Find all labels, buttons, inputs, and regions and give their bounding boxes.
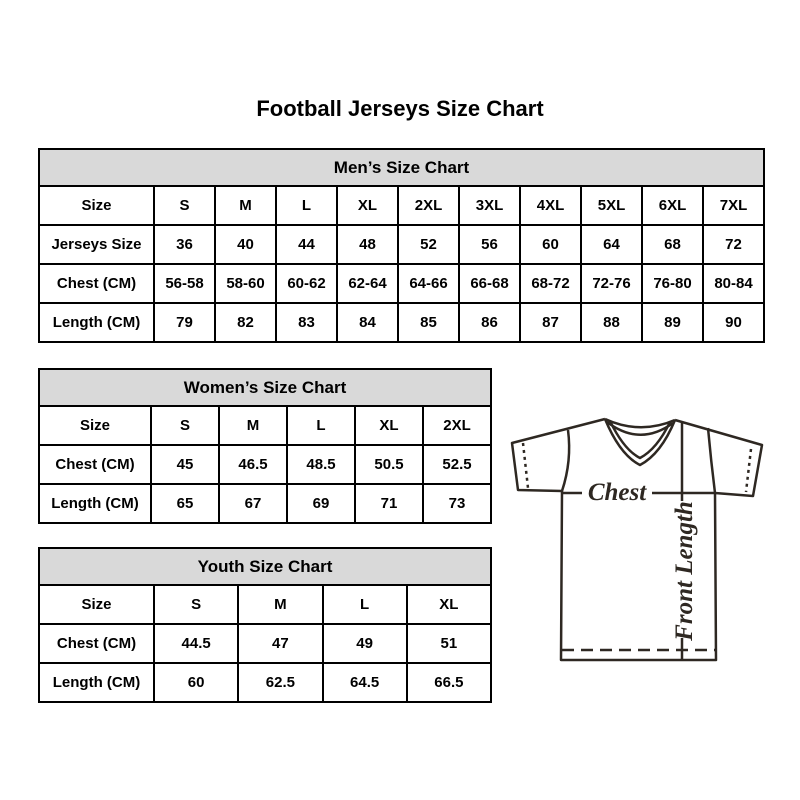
value-cell: S bbox=[154, 585, 238, 624]
youth-table-body bbox=[39, 585, 491, 702]
value-cell: 50.5 bbox=[355, 445, 423, 484]
table-row bbox=[39, 484, 491, 523]
value-cell: L bbox=[287, 406, 355, 445]
value-cell: 64-66 bbox=[398, 264, 459, 303]
table-row bbox=[39, 225, 764, 264]
front-length-label: Front Length bbox=[671, 501, 698, 641]
value-cell: 52 bbox=[398, 225, 459, 264]
value-cell: 83 bbox=[276, 303, 337, 342]
value-cell: XL bbox=[407, 585, 491, 624]
row-label-cell: Length (CM) bbox=[39, 303, 154, 342]
value-cell: 68-72 bbox=[520, 264, 581, 303]
value-cell: 88 bbox=[581, 303, 642, 342]
value-cell: 62-64 bbox=[337, 264, 398, 303]
value-cell: 86 bbox=[459, 303, 520, 342]
youth-table-header-row bbox=[39, 548, 491, 585]
table-row bbox=[39, 303, 764, 342]
value-cell: 46.5 bbox=[219, 445, 287, 484]
value-cell: 65 bbox=[151, 484, 219, 523]
value-cell: S bbox=[151, 406, 219, 445]
value-cell: 67 bbox=[219, 484, 287, 523]
value-cell: 72-76 bbox=[581, 264, 642, 303]
value-cell: XL bbox=[337, 186, 398, 225]
value-cell: 79 bbox=[154, 303, 215, 342]
page-title: Football Jerseys Size Chart bbox=[256, 96, 544, 121]
row-label-cell: Jerseys Size bbox=[39, 225, 154, 264]
chest-label: Chest bbox=[587, 479, 647, 506]
table-row bbox=[39, 585, 491, 624]
value-cell: 48.5 bbox=[287, 445, 355, 484]
value-cell: 71 bbox=[355, 484, 423, 523]
value-cell: 56-58 bbox=[154, 264, 215, 303]
row-label-cell: Chest (CM) bbox=[39, 264, 154, 303]
womens-size-table bbox=[38, 368, 492, 524]
table-row bbox=[39, 663, 491, 702]
value-cell: 44 bbox=[276, 225, 337, 264]
value-cell: M bbox=[238, 585, 322, 624]
row-label-cell: Length (CM) bbox=[39, 663, 154, 702]
value-cell: 85 bbox=[398, 303, 459, 342]
value-cell: 51 bbox=[407, 624, 491, 663]
table-row bbox=[39, 264, 764, 303]
value-cell: L bbox=[276, 186, 337, 225]
value-cell: L bbox=[323, 585, 407, 624]
value-cell: 5XL bbox=[581, 186, 642, 225]
value-cell: 2XL bbox=[398, 186, 459, 225]
youth-size-table bbox=[38, 547, 492, 703]
mens-table-header-row bbox=[39, 149, 764, 186]
row-label-cell: Chest (CM) bbox=[39, 624, 154, 663]
value-cell: 66.5 bbox=[407, 663, 491, 702]
table-row bbox=[39, 445, 491, 484]
value-cell: 49 bbox=[323, 624, 407, 663]
value-cell: 2XL bbox=[423, 406, 491, 445]
value-cell: 60-62 bbox=[276, 264, 337, 303]
value-cell: 84 bbox=[337, 303, 398, 342]
value-cell: 48 bbox=[337, 225, 398, 264]
jersey-measurement-diagram bbox=[500, 398, 780, 678]
value-cell: 60 bbox=[154, 663, 238, 702]
table-row bbox=[39, 624, 491, 663]
value-cell: 40 bbox=[215, 225, 276, 264]
row-label-cell: Size bbox=[39, 585, 154, 624]
womens-table-body bbox=[39, 406, 491, 523]
row-label-cell: Size bbox=[39, 186, 154, 225]
womens-table-header-row bbox=[39, 369, 491, 406]
value-cell: XL bbox=[355, 406, 423, 445]
table-row bbox=[39, 406, 491, 445]
value-cell: 80-84 bbox=[703, 264, 764, 303]
value-cell: 76-80 bbox=[642, 264, 703, 303]
value-cell: 64 bbox=[581, 225, 642, 264]
value-cell: M bbox=[219, 406, 287, 445]
value-cell: M bbox=[215, 186, 276, 225]
value-cell: 89 bbox=[642, 303, 703, 342]
value-cell: 82 bbox=[215, 303, 276, 342]
youth-table-title: Youth Size Chart bbox=[39, 548, 491, 585]
value-cell: 68 bbox=[642, 225, 703, 264]
value-cell: 45 bbox=[151, 445, 219, 484]
value-cell: 64.5 bbox=[323, 663, 407, 702]
value-cell: 66-68 bbox=[459, 264, 520, 303]
value-cell: 62.5 bbox=[238, 663, 322, 702]
row-label-cell: Length (CM) bbox=[39, 484, 151, 523]
womens-table-title: Women’s Size Chart bbox=[39, 369, 491, 406]
table-row bbox=[39, 186, 764, 225]
value-cell: 73 bbox=[423, 484, 491, 523]
value-cell: 44.5 bbox=[154, 624, 238, 663]
value-cell: 90 bbox=[703, 303, 764, 342]
value-cell: 36 bbox=[154, 225, 215, 264]
value-cell: 4XL bbox=[520, 186, 581, 225]
value-cell: 58-60 bbox=[215, 264, 276, 303]
value-cell: 6XL bbox=[642, 186, 703, 225]
value-cell: 72 bbox=[703, 225, 764, 264]
value-cell: 3XL bbox=[459, 186, 520, 225]
value-cell: 52.5 bbox=[423, 445, 491, 484]
mens-table-body bbox=[39, 186, 764, 342]
value-cell: S bbox=[154, 186, 215, 225]
value-cell: 7XL bbox=[703, 186, 764, 225]
row-label-cell: Size bbox=[39, 406, 151, 445]
row-label-cell: Chest (CM) bbox=[39, 445, 151, 484]
value-cell: 56 bbox=[459, 225, 520, 264]
mens-table-title: Men’s Size Chart bbox=[39, 149, 764, 186]
value-cell: 47 bbox=[238, 624, 322, 663]
mens-size-table bbox=[38, 148, 765, 343]
value-cell: 69 bbox=[287, 484, 355, 523]
value-cell: 60 bbox=[520, 225, 581, 264]
value-cell: 87 bbox=[520, 303, 581, 342]
